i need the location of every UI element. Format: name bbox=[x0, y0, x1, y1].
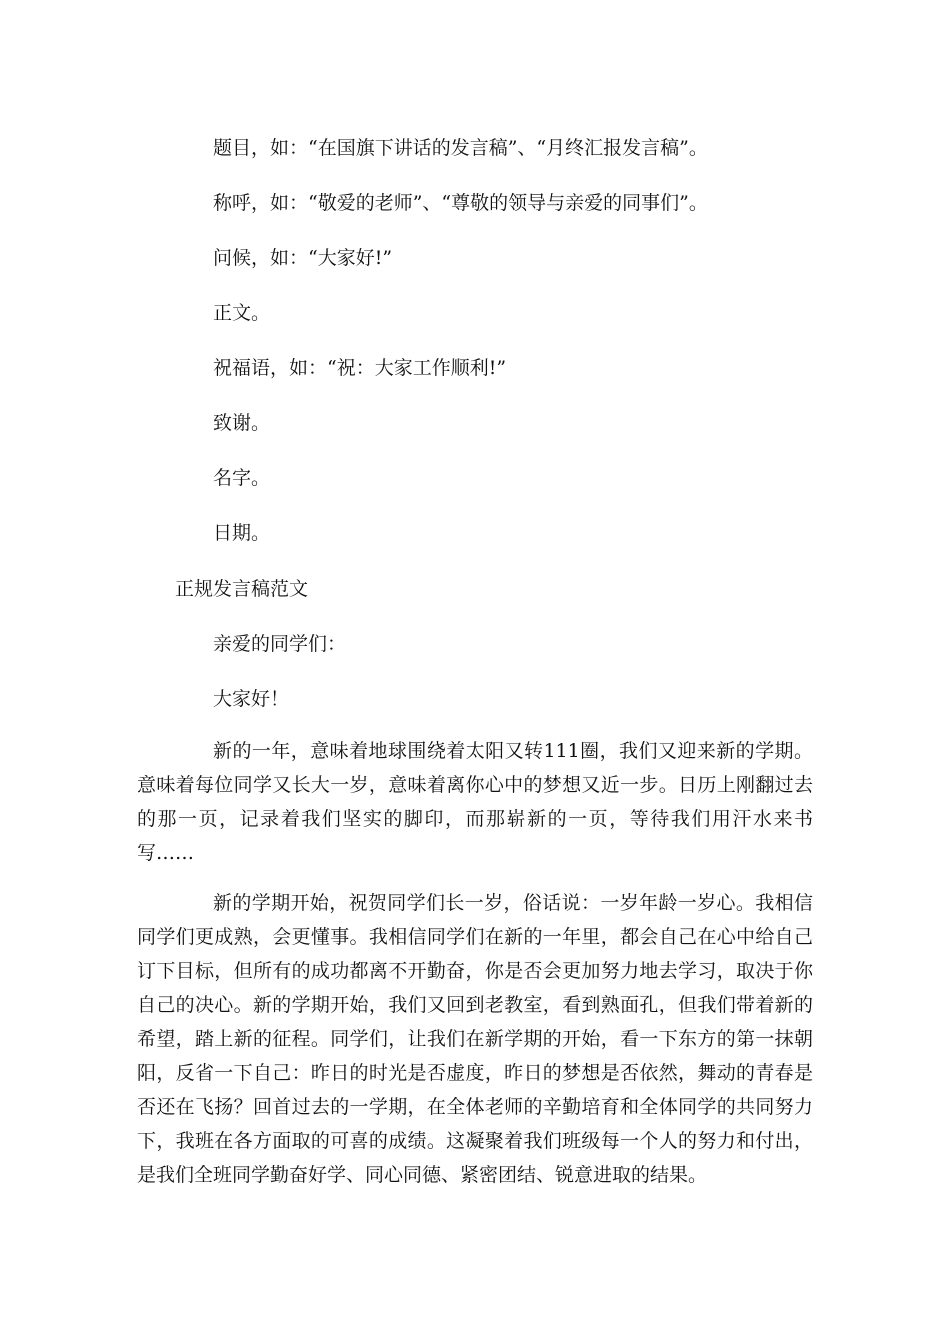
format-item-date: 日期。 bbox=[213, 522, 271, 544]
format-item-salutation: 称呼，如：“敬爱的老师”、“尊敬的领导与亲爱的同事们”。 bbox=[213, 192, 708, 214]
salutation: 亲爱的同学们： bbox=[213, 633, 347, 655]
sample-title: 正规发言稿范文 bbox=[175, 578, 309, 600]
format-item-blessing: 祝福语，如：“祝：大家工作顺利!” bbox=[213, 357, 507, 379]
format-item-title: 题目，如：“在国旗下讲话的发言稿”、“月终汇报发言稿”。 bbox=[213, 137, 708, 159]
greeting: 大家好！ bbox=[213, 688, 290, 710]
body-paragraph-1: 新的一年，意味着地球围绕着太阳又转111圈，我们又迎来新的学期。意味着每位同学又长大一岁，意味着离你心中的梦想又近一步。日历上刚翻过去的那一页，记录着我们坚实的脚印，而那崭新的一页，等待我们用汗水来书写…… bbox=[137, 740, 813, 864]
body-paragraph-2: 新的学期开始，祝贺同学们长一岁，俗话说：一岁年龄一岁心。我相信同学们更成熟，会更懂事。我相信同学们在新的一年里，都会自己在心中给自己订下目标，但所有的成功都离不开勤奋，你是否会更加努力地去学习，取决于你自己的决心。新的学期开始，我们又回到老教室，看到熟面孔，但我们带着新的希望，踏上新的征程。同学们，让我们在新学期的开始，看一下东方的第一抹朝阳，反省一下自己：昨日的时光是否虚度，昨日的梦想是否依然，舞动的青春是否还在飞扬？回首过去的一学期，在全体老师的辛勤培育和全体同学的共同努力下，我班在各方面取的可喜的成绩。这凝聚着我们班级每一个人的努力和付出，是我们全班同学勤奋好学、同心同德、紧密团结、锐意进取的结果。 bbox=[137, 892, 813, 1186]
format-item-body: 正文。 bbox=[213, 302, 271, 324]
format-item-thanks: 致谢。 bbox=[213, 412, 271, 434]
format-item-greeting: 问候，如：“大家好!” bbox=[213, 247, 393, 269]
format-item-name: 名字。 bbox=[213, 467, 271, 489]
